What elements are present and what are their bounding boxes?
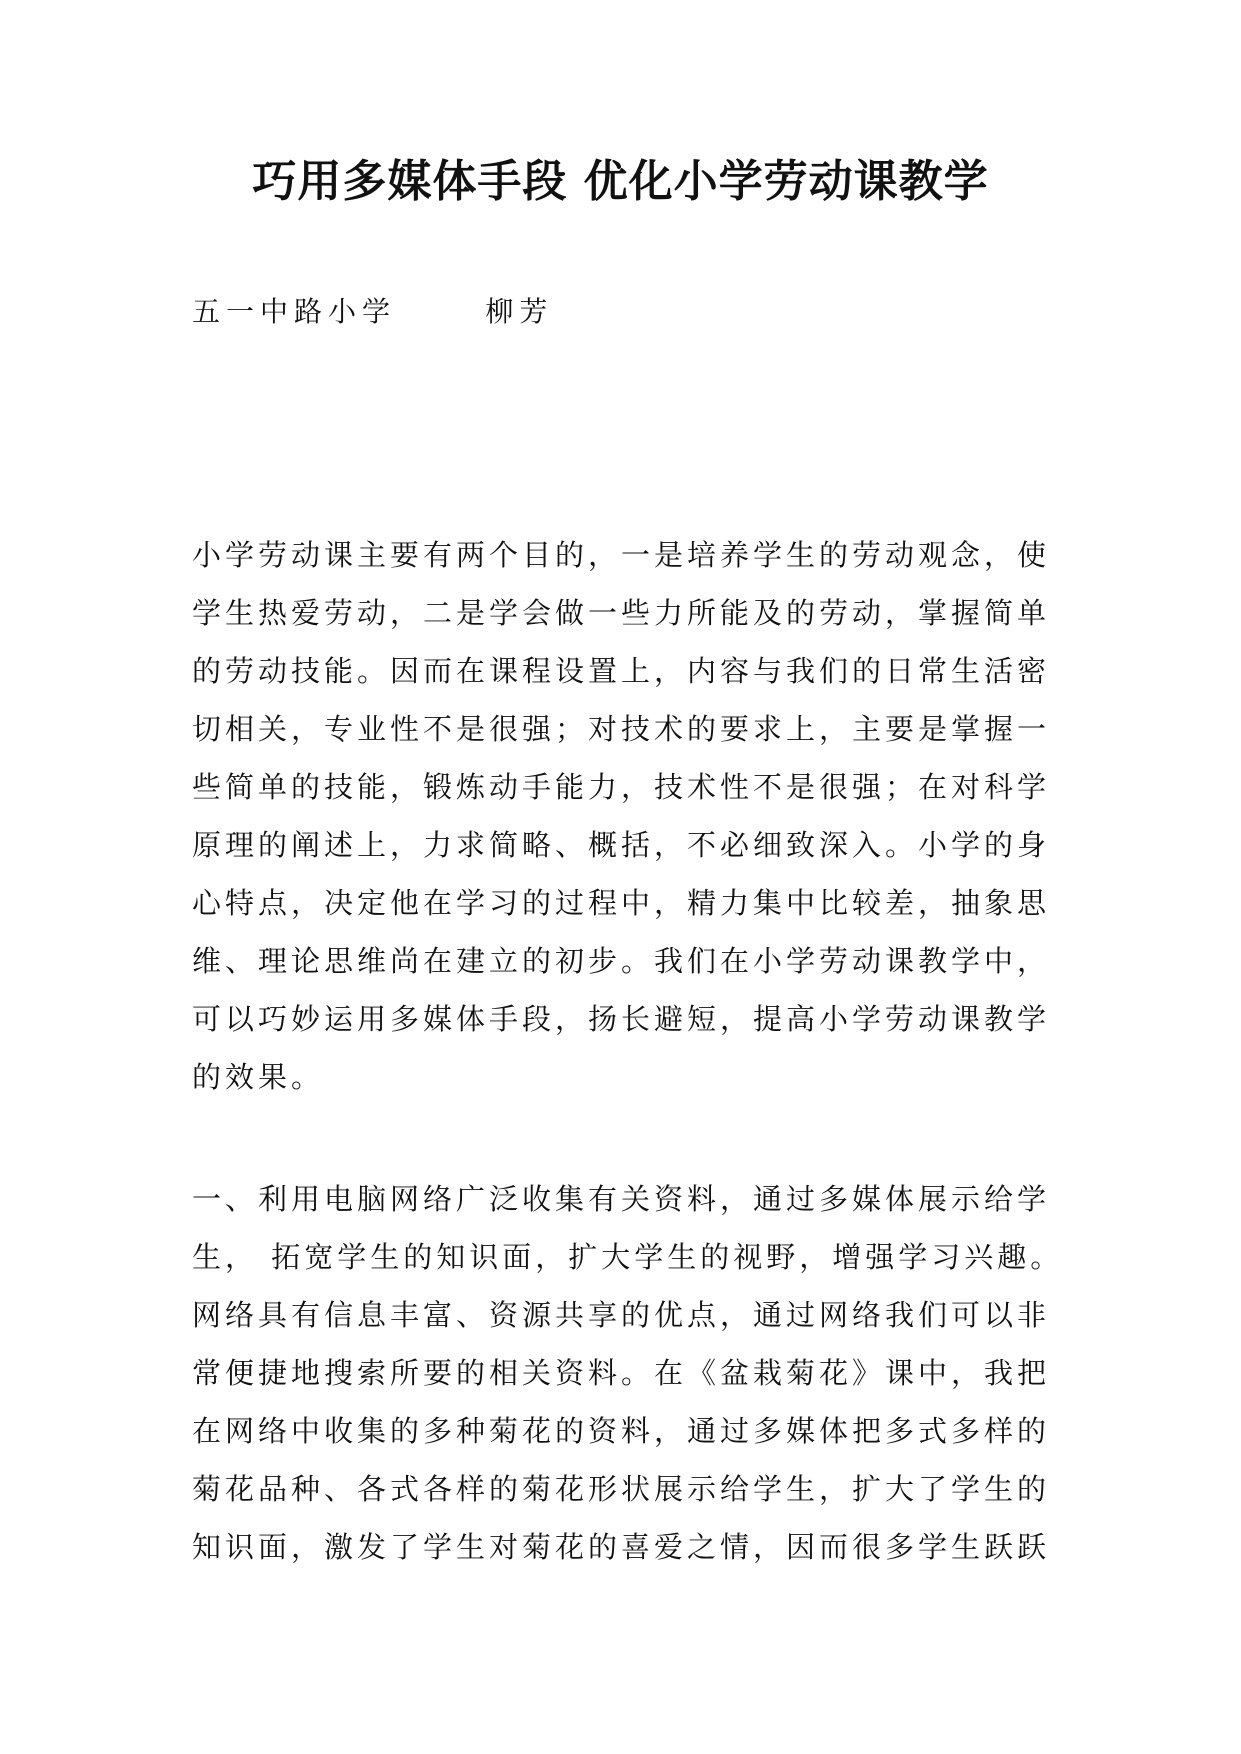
paragraph-line: 在网络中收集的多种菊花的资料，通过多媒体把多式多样的 — [192, 1414, 1051, 1448]
paragraph-line: 知识面，激发了学生对菊花的喜爱之情，因而很多学生跃跃 — [192, 1530, 1051, 1564]
paragraph-intro — [192, 526, 1092, 1106]
author-line: 五一中路小学 柳芳 — [192, 295, 554, 328]
document-title: 巧用多媒体手段 优化小学劳动课教学 — [252, 156, 989, 207]
paragraph-line: 的效果。 — [192, 1060, 325, 1094]
paragraph-line: 学生热爱劳动，二是学会做一些力所能及的劳动，掌握简单 — [192, 596, 1051, 630]
paragraph-line: 可以巧妙运用多媒体手段，扬长避短，提高小学劳动课教学 — [192, 1002, 1051, 1036]
paragraph-section-1 — [192, 1170, 1092, 1576]
paragraph-line: 菊花品种、各式各样的菊花形状展示给学生，扩大了学生的 — [192, 1472, 1051, 1506]
paragraph-line: 生， 拓宽学生的知识面，扩大学生的视野，增强学习兴趣。 — [192, 1240, 1064, 1274]
paragraph-line: 网络具有信息丰富、资源共享的优点，通过网络我们可以非 — [192, 1298, 1051, 1332]
paragraph-line: 常便捷地搜索所要的相关资料。在《盆栽菊花》课中，我把 — [192, 1356, 1051, 1390]
paragraph-line: 切相关，专业性不是很强；对技术的要求上，主要是掌握一 — [192, 712, 1051, 746]
paragraph-line: 的劳动技能。因而在课程设置上，内容与我们的日常生活密 — [192, 654, 1051, 688]
paragraph-line: 些简单的技能，锻炼动手能力，技术性不是很强；在对科学 — [192, 770, 1051, 804]
paragraph-line: 心特点，决定他在学习的过程中，精力集中比较差，抽象思 — [192, 886, 1051, 920]
paragraph-line: 维、理论思维尚在建立的初步。我们在小学劳动课教学中， — [192, 944, 1051, 978]
paragraph-line: 一、利用电脑网络广泛收集有关资料，通过多媒体展示给学 — [192, 1182, 1051, 1216]
paragraph-line: 小学劳动课主要有两个目的，一是培养学生的劳动观念，使 — [192, 538, 1051, 572]
paragraph-line: 原理的阐述上，力求简略、概括，不必细致深入。小学的身 — [192, 828, 1051, 862]
